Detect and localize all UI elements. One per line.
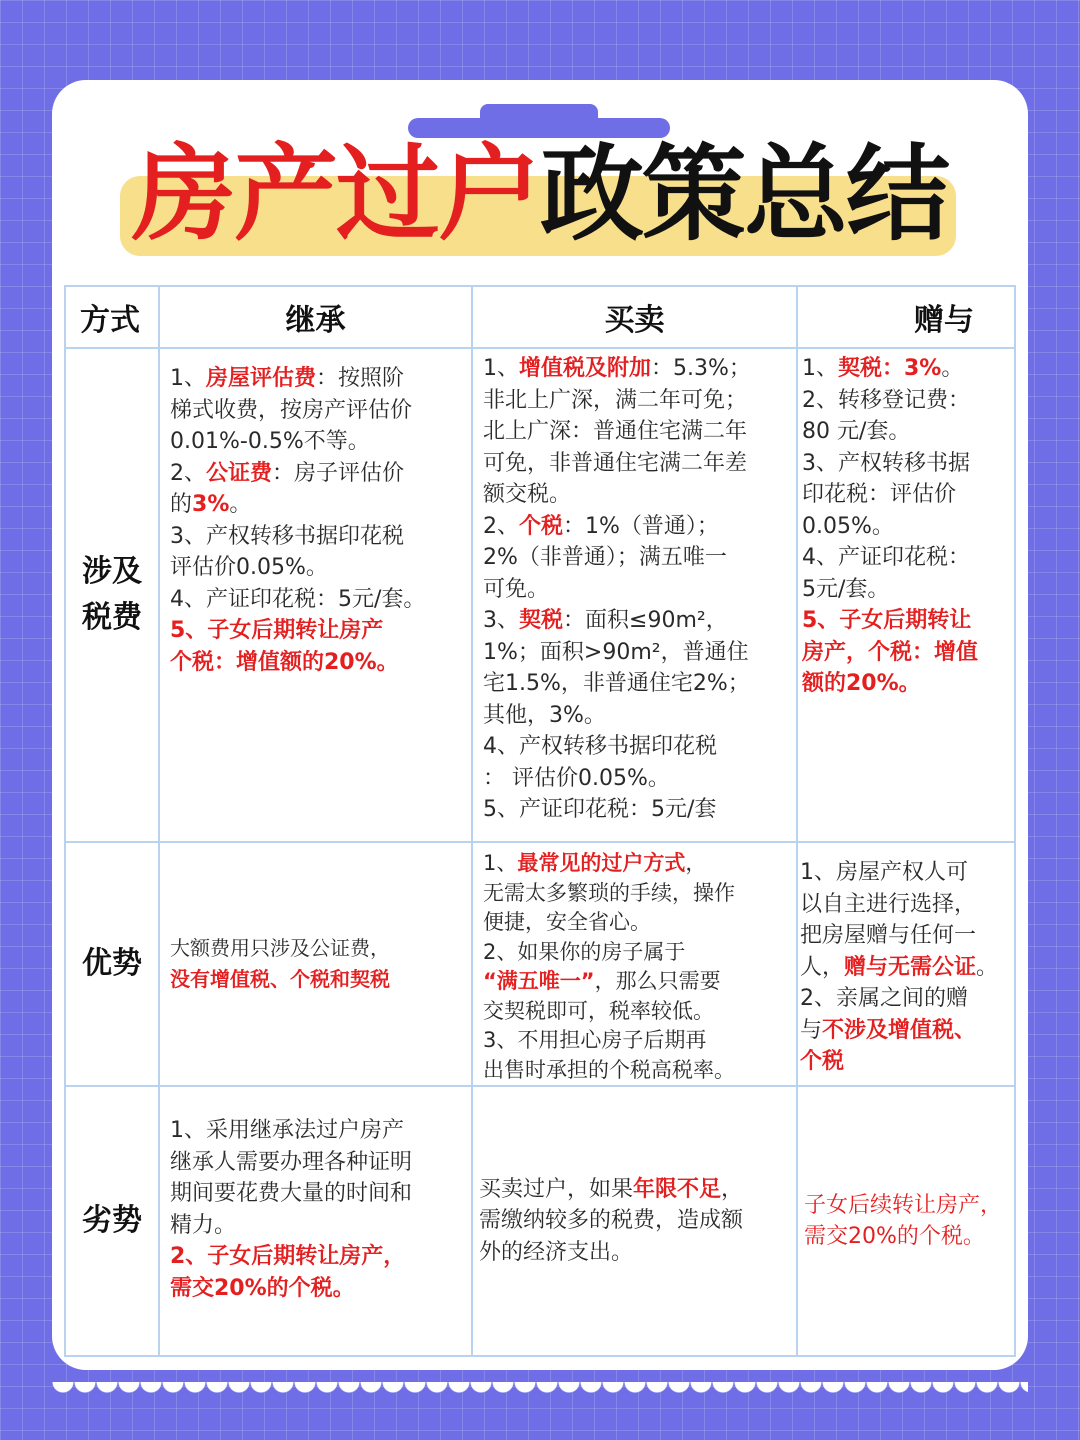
- body-text: 无需太多繁琐的手续，操作: [483, 880, 735, 905]
- body-text: ：1%（普通）；: [563, 513, 719, 539]
- row-label-disadvantages: 劣势: [65, 1086, 159, 1356]
- body-text: 。: [976, 954, 999, 980]
- body-text: 便捷，安全省心。: [483, 910, 651, 934]
- body-text: 0.01%-0.5%不等。: [170, 429, 370, 454]
- body-text: 需缴纳较多的税费，造成额: [479, 1208, 744, 1234]
- cell-text-line: [483, 879, 788, 909]
- cell-text-line: [804, 1190, 1006, 1222]
- body-text: 印花税：评估价: [802, 482, 957, 507]
- cell-text-line: [170, 426, 463, 458]
- cell-text-line: [170, 647, 463, 679]
- highlight-text: “满五唯一”: [483, 969, 595, 993]
- highlight-text: 个税：增值额的20%。: [170, 649, 399, 675]
- body-text: 4、产权转移书据印花税: [483, 734, 717, 759]
- cell-text-line: [483, 511, 788, 543]
- cell-text-line: [170, 458, 463, 490]
- cell-text-line: [800, 889, 1006, 921]
- cell-taxes-inherit: [159, 348, 472, 842]
- cell-text-line: [802, 416, 1006, 448]
- body-text: 精力。: [170, 1212, 237, 1238]
- body-text: 5、产证印花税：5元/套: [483, 797, 717, 822]
- body-text: 非北上广深，满二年可免；: [483, 387, 748, 413]
- cell-text-line: [483, 1026, 788, 1056]
- cell-text-line: [802, 637, 1006, 669]
- body-text: 1、房屋产权人可: [800, 860, 968, 885]
- cell-text-line: [170, 489, 463, 521]
- cell-text-line: [483, 1056, 788, 1086]
- body-text: ，: [685, 851, 707, 875]
- body-text: 2、亲属之间的赠: [800, 986, 968, 1011]
- body-text: 人，: [800, 954, 845, 980]
- highlight-text: 房屋评估费: [206, 366, 317, 391]
- highlight-text: 契税：3%: [838, 356, 942, 381]
- body-text: 1、: [170, 366, 206, 391]
- body-text: 期间要花费大量的时间和: [170, 1181, 413, 1206]
- body-text: 2、: [483, 513, 519, 539]
- cell-text-line: [800, 857, 1006, 889]
- body-text: 。: [229, 492, 252, 517]
- highlight-text: 需交20%的个税。: [804, 1224, 985, 1249]
- row-label-text: 涉及税费: [82, 554, 142, 635]
- cell-text-line: [483, 938, 788, 968]
- cell-text-line: [802, 668, 1006, 700]
- highlight-text: 3%: [192, 492, 230, 517]
- highlight-text: 公证费: [206, 460, 273, 486]
- cell-text-line: [483, 637, 788, 669]
- highlight-text: 房产，个税：增值: [802, 639, 979, 665]
- cell-text-line: [170, 1115, 463, 1147]
- body-text: 2、: [170, 460, 206, 486]
- cell-advantages-gift: [797, 842, 1015, 1086]
- body-text: 以自主进行选择，: [800, 891, 977, 917]
- cell-text-line: [170, 1147, 463, 1179]
- highlight-text: 增值税及附加: [519, 356, 652, 381]
- cell-text-line: [483, 967, 788, 997]
- title-red-part: 房产过户: [131, 133, 540, 255]
- body-text: 出售时承担的个税高税率。: [483, 1057, 735, 1082]
- cell-text-line: [170, 552, 463, 584]
- body-text: ：5.3%；: [651, 356, 751, 381]
- highlight-text: 没有增值税、个税和契税: [170, 967, 390, 991]
- body-text: 把房屋赠与任何一: [800, 923, 977, 948]
- table-row-taxes: [65, 348, 1015, 842]
- highlight-text: 契税: [519, 608, 564, 633]
- cell-text-line: [170, 615, 463, 647]
- body-text: 1、采用继承法过户房产: [170, 1118, 404, 1143]
- body-text: 评估价0.05%。: [170, 555, 328, 580]
- highlight-text: 赠与无需公证: [844, 954, 977, 980]
- body-text: 1、: [483, 851, 518, 875]
- table-row-advantages: [65, 842, 1015, 1086]
- cell-text-line: [483, 908, 788, 938]
- table-header-row: [65, 286, 1015, 348]
- cell-text-line: [802, 511, 1006, 543]
- highlight-text: 2、子女后期转让房产，: [170, 1244, 406, 1269]
- cell-text-line: [483, 416, 788, 448]
- title-black-part: 政策总结: [540, 133, 949, 255]
- body-text: ：房子评估价: [272, 460, 405, 486]
- cell-text-line: [804, 1221, 1006, 1253]
- row-label-advantages: 优势: [65, 842, 159, 1086]
- cell-text-line: [170, 363, 463, 395]
- body-text: 2%（非普通）；满五唯一: [483, 545, 727, 570]
- row-label-taxes: [65, 348, 159, 842]
- cell-text-line: [483, 668, 788, 700]
- cell-text-line: [800, 952, 1006, 984]
- bottom-scallop-edge: [52, 1382, 1028, 1406]
- highlight-text: 最常见的过户方式: [517, 851, 686, 875]
- cell-text-line: [170, 521, 463, 553]
- body-text: 的: [170, 492, 193, 517]
- cell-text-line: [170, 933, 463, 965]
- body-text: 额交税。: [483, 482, 572, 507]
- cell-text-line: [802, 542, 1006, 574]
- cell-text-line: [800, 983, 1006, 1015]
- highlight-text: 5、子女后期转让: [802, 608, 972, 633]
- body-text: 3、: [483, 608, 519, 633]
- cell-advantages-inherit: [159, 842, 472, 1086]
- body-text: 0.05%。: [802, 513, 894, 539]
- body-text: 继承人需要办理各种证明: [170, 1149, 413, 1175]
- body-text: ：按照阶: [316, 366, 405, 391]
- cell-text-line: [802, 353, 1006, 385]
- body-text: 80 元/套。: [802, 419, 911, 444]
- body-text: ，: [721, 1176, 744, 1202]
- header-method: 方式: [65, 286, 159, 348]
- highlight-text: 不涉及增值税、: [822, 1017, 977, 1043]
- cell-text-line: [483, 849, 788, 879]
- body-text: 3、产权转移书据: [802, 450, 970, 476]
- highlight-text: 需交20%的个税。: [170, 1275, 355, 1301]
- body-text: 其他，3%。: [483, 702, 606, 728]
- body-text: 梯式收费，按房产评估价: [170, 397, 413, 423]
- header-gift: 赠与: [797, 286, 1015, 348]
- body-text: 2、转移登记费：: [802, 387, 970, 413]
- body-text: 1、: [802, 356, 838, 381]
- cell-text-line: [802, 605, 1006, 637]
- cell-text-line: [170, 1210, 463, 1242]
- cell-text-line: [802, 385, 1006, 417]
- cell-disadvantages-inherit: [159, 1086, 472, 1356]
- cell-text-line: [170, 1178, 463, 1210]
- cell-text-line: [483, 605, 788, 637]
- cell-text-line: [170, 1241, 463, 1273]
- cell-text-line: [483, 997, 788, 1027]
- cell-text-line: [800, 920, 1006, 952]
- cell-text-line: [170, 964, 463, 996]
- cell-text-line: [483, 731, 788, 763]
- body-text: 买卖过户，如果: [479, 1176, 634, 1202]
- body-text: 3、不用担心房子后期再: [483, 1028, 707, 1052]
- cell-text-line: [802, 448, 1006, 480]
- highlight-text: 年限不足: [633, 1176, 722, 1202]
- cell-text-line: [483, 542, 788, 574]
- body-text: 外的经济支出。: [479, 1239, 634, 1265]
- cell-taxes-gift: [797, 348, 1015, 842]
- cell-text-line: [170, 395, 463, 427]
- body-text: 北上广深：普通住宅满二年: [483, 419, 748, 444]
- highlight-text: 额的20%。: [802, 671, 921, 696]
- header-sale: 买卖: [472, 286, 797, 348]
- header-inherit: 继承: [159, 286, 472, 348]
- body-text: ：面积≤90m²，: [563, 608, 728, 633]
- table-row-disadvantages: [65, 1086, 1015, 1356]
- body-text: 可免。: [483, 576, 550, 602]
- highlight-text: 个税: [519, 513, 564, 539]
- cell-text-line: [170, 1273, 463, 1305]
- cell-text-line: [802, 479, 1006, 511]
- body-text: 。: [941, 356, 964, 381]
- highlight-text: 子女后续转让房产，: [804, 1192, 1003, 1218]
- body-text: 3、产权转移书据印花税: [170, 523, 404, 549]
- body-text: 大额费用只涉及公证费，: [170, 935, 390, 960]
- body-text: 与: [800, 1017, 823, 1043]
- body-text: 交契税即可，税率较低。: [483, 998, 714, 1023]
- cell-text-line: [483, 353, 788, 385]
- cell-text-line: [800, 1015, 1006, 1047]
- highlight-text: 5、子女后期转让房产: [170, 618, 384, 643]
- body-text: 4、产证印花税：5元/套。: [170, 586, 426, 612]
- cell-text-line: [479, 1237, 788, 1269]
- cell-text-line: [483, 700, 788, 732]
- body-text: 5元/套。: [802, 576, 890, 602]
- body-text: ，那么只需要: [594, 969, 721, 993]
- body-text: 1%；面积>90m²，普通住: [483, 639, 749, 665]
- policy-table: [64, 285, 1016, 1357]
- cell-disadvantages-sale: [472, 1086, 797, 1356]
- body-text: 可免，非普通住宅满二年差: [483, 450, 748, 476]
- body-text: 4、产证印花税：: [802, 545, 970, 570]
- body-text: 2、如果你的房子属于: [483, 939, 686, 964]
- cell-text-line: [479, 1205, 788, 1237]
- highlight-text: 个税: [800, 1049, 845, 1074]
- body-text: ： 评估价0.05%。: [483, 765, 670, 791]
- cell-disadvantages-gift: [797, 1086, 1015, 1356]
- cell-text-line: [483, 763, 788, 795]
- cell-text-line: [170, 584, 463, 616]
- cell-text-line: [483, 479, 788, 511]
- cell-text-line: [479, 1174, 788, 1206]
- cell-text-line: [802, 574, 1006, 606]
- cell-text-line: [483, 385, 788, 417]
- cell-taxes-sale: [472, 348, 797, 842]
- cell-text-line: [483, 574, 788, 606]
- page-title: [0, 133, 1080, 255]
- cell-text-line: [483, 794, 788, 826]
- cell-text-line: [800, 1046, 1006, 1078]
- cell-advantages-sale: [472, 842, 797, 1086]
- cell-text-line: [483, 448, 788, 480]
- body-text: 1、: [483, 356, 519, 381]
- body-text: 宅1.5%，非普通住宅2%；: [483, 671, 750, 696]
